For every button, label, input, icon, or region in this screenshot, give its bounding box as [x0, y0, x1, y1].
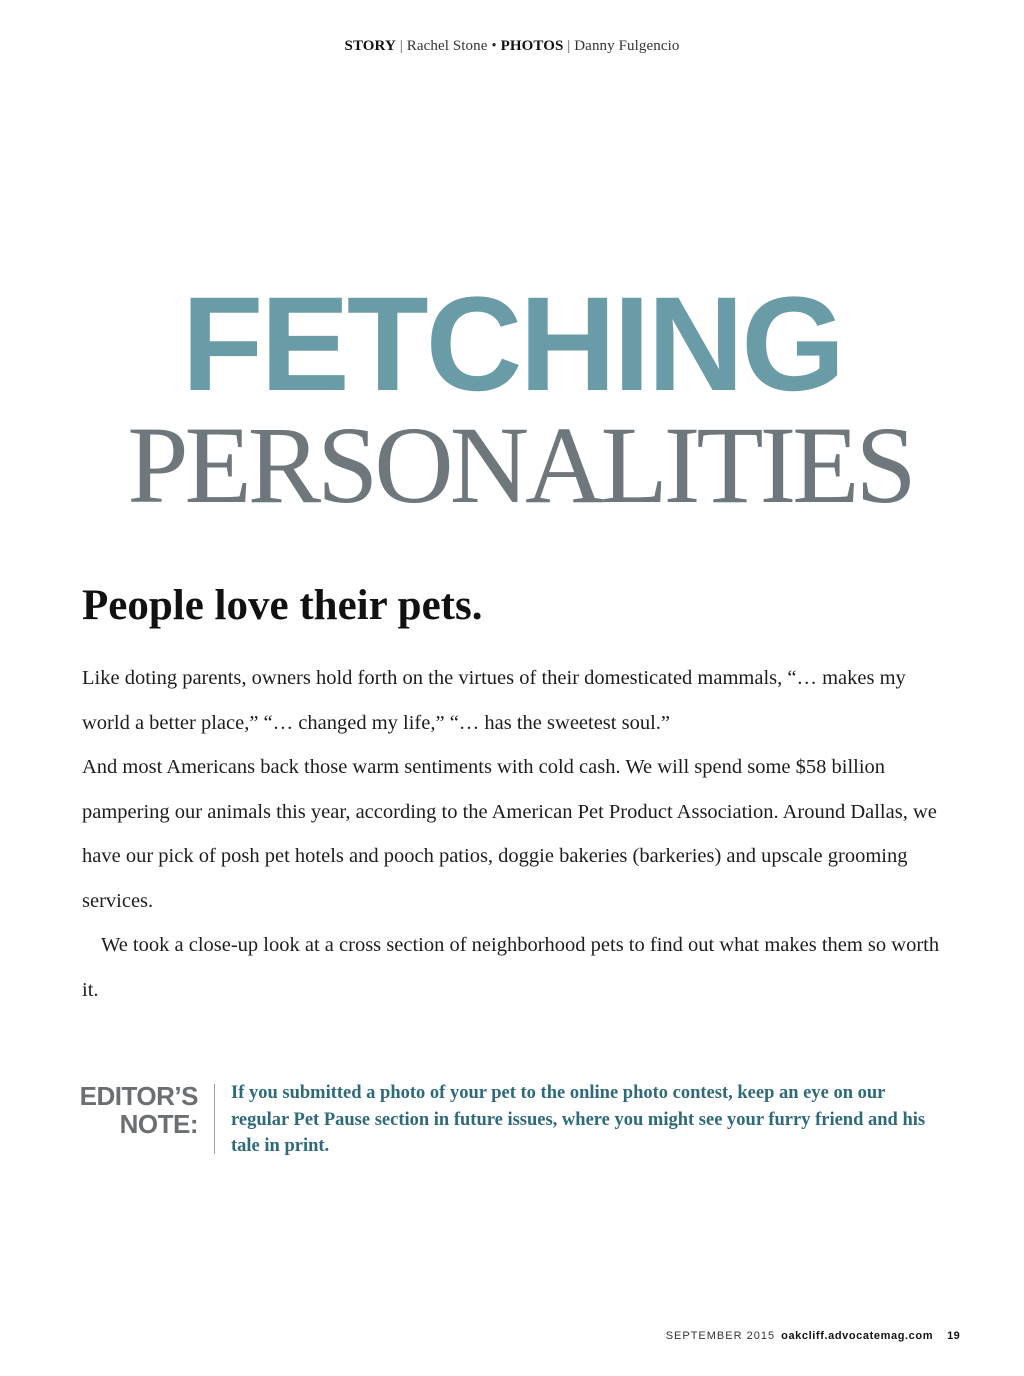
editors-note-label-line-1: EDITOR’S [79, 1081, 198, 1111]
story-divider: | [399, 38, 403, 54]
photos-divider: | [567, 38, 571, 54]
body-paragraph-3: We took a close-up look at a cross section of neighborhood pets to find out what makes them so worth it. [82, 934, 940, 1001]
page-footer [666, 1330, 960, 1342]
photos-label: PHOTOS [500, 38, 564, 54]
editors-note-label [60, 1082, 198, 1138]
headline-line-1: FETCHING [181, 270, 843, 419]
body-paragraph-1: Like doting parents, owners hold forth on the virtues of their domesticated mammals, “… makes my world a better place,” “… changed my life,” “… has the sweetest soul.” [82, 667, 906, 734]
byline [0, 38, 1024, 55]
footer-issue: SEPTEMBER 2015 [665, 1330, 776, 1342]
footer-website: oakcliff.advocatemag.com [781, 1330, 934, 1342]
deck-heading: People love their pets. [82, 582, 483, 629]
body-paragraph-2: And most Americans back those warm sentiments with cold cash. We will spend some $58 billion pampering our animals this year, according to the American Pet Product Association. Around Dallas, we have our pick of posh pet hotels and pooch patios, doggie bakeries (barkeries) and upscale grooming services. [82, 756, 937, 912]
editors-note-label-line-2: NOTE: [119, 1109, 198, 1139]
editors-note-text: If you submitted a photo of your pet to the online photo contest, keep an eye on our regular Pet Pause section in future issues, where you might see your furry friend and his tale in print. [231, 1083, 926, 1156]
editors-note-divider [214, 1084, 215, 1154]
story-label: STORY [344, 38, 396, 54]
headline-line-2: PERSONALITIES [127, 404, 913, 526]
byline-bullet: • [491, 38, 497, 54]
photos-author: Danny Fulgencio [574, 38, 680, 54]
page-number: 19 [947, 1330, 960, 1342]
story-author: Rachel Stone [406, 38, 488, 54]
article-body [82, 656, 942, 1012]
